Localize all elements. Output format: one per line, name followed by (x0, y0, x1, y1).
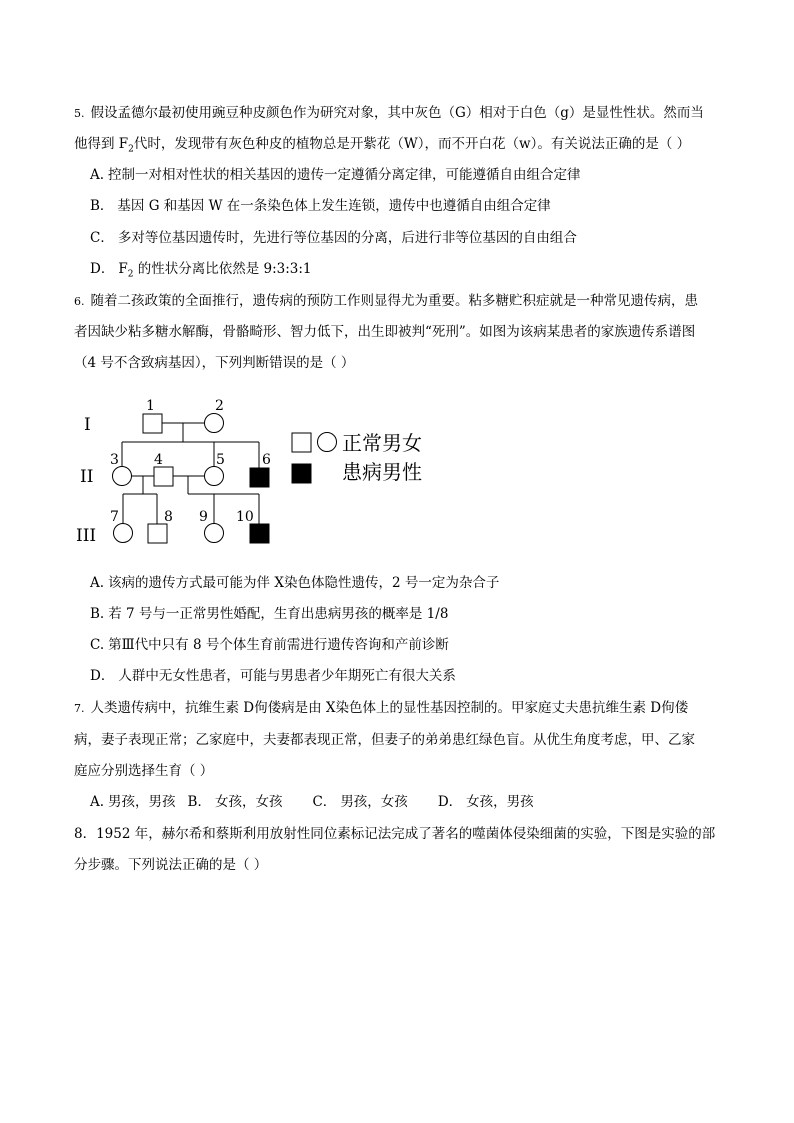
pedigree-chart (70, 390, 450, 560)
q7-option-d-letter: D． (437, 794, 463, 810)
q8-stem-2: 分步骤。下列说法正确的是（ ） (74, 857, 268, 873)
individual-label-5: 5 (216, 452, 225, 468)
generation-label-II: II (80, 467, 94, 487)
q6-option-c-text: 第Ⅲ代中只有 8 号个体生育前需进行遗传咨询和产前诊断 (108, 637, 449, 653)
q7-option-b-text: 女孩，女孩 (214, 794, 283, 810)
q7-line-1 (74, 699, 688, 718)
q5-option-b-letter: B． (90, 198, 114, 214)
q7-option-a-text: 男孩，男孩 (108, 794, 176, 810)
q7-option-b-letter: B． (187, 794, 211, 810)
individual-2-female-normal (205, 414, 224, 433)
q6-option-b-text: 若 7 号与一正常男性婚配，生育出患病男孩的概率是 1/8 (108, 606, 449, 622)
individual-label-7: 7 (110, 509, 119, 525)
q5-option-c[interactable] (90, 229, 577, 247)
q5-stem-2b: 代时，发现带有灰色种皮的植物总是开紫花（W），而不开白花（w）。有关说法正确的是（ ） (133, 136, 691, 152)
q5-line-2 (74, 135, 690, 159)
generation-label-III: III (76, 526, 97, 546)
q5-option-d-text-b: 的性状分离比依然是 9:3:3:1 (133, 261, 312, 277)
q8-line-1 (74, 825, 715, 843)
q6-line-2 (74, 323, 695, 341)
individual-label-8: 8 (164, 509, 173, 525)
q7-number: 7. (74, 702, 85, 715)
q7-stem-2: 病，妻子表现正常；乙家庭中，夫妻都表现正常，但妻子的弟弟患红绿色盲。从优生角度考虑，甲、乙家 (74, 732, 695, 748)
individual-label-1: 1 (146, 398, 155, 414)
legend-male-normal-symbol (292, 433, 311, 452)
q6-option-a[interactable] (90, 574, 499, 592)
q5-stem-2a: 他得到 F (74, 136, 129, 152)
q6-stem-1: 随着二孩政策的全面推行，遗传病的预防工作则显得尤为重要。粘多糖贮积症就是一种常见遗传病，患 (90, 293, 698, 309)
q6-line-1 (74, 292, 698, 311)
q7-line-2 (74, 731, 695, 749)
q5-option-a[interactable] (90, 166, 581, 184)
individual-3-female-normal (113, 467, 132, 486)
q6-option-d-text: 人群中无女性患者，可能与男患者少年期死亡有很大关系 (118, 668, 456, 684)
q7-option-d-text: 女孩，男孩 (466, 794, 534, 810)
q5-option-c-text: 多对等位基因遗传时，先进行等位基因的分离，后进行非等位基因的自由组合 (117, 230, 577, 246)
individual-label-3: 3 (110, 452, 119, 468)
q6-option-b[interactable] (90, 605, 448, 623)
q7-option-a-letter: A. (90, 794, 105, 810)
individual-1-male-normal (143, 414, 162, 433)
q5-option-b[interactable] (90, 197, 551, 215)
individual-8-male-normal (148, 524, 167, 543)
individual-label-9: 9 (199, 509, 208, 525)
q5-option-d-sub: 2 (127, 269, 134, 280)
legend-male-affected-symbol (292, 464, 311, 483)
q7-option-c-text: 男孩，女孩 (340, 794, 408, 810)
individual-label-2: 2 (215, 398, 224, 414)
individual-label-4: 4 (154, 452, 163, 468)
q5-option-d-letter: D． (90, 261, 115, 277)
individual-7-female-normal (114, 524, 133, 543)
q7-stem-1: 人类遗传病中，抗维生素 D佝偻病是由 X染色体上的显性基因控制的。甲家庭丈夫患抗维生素 D佝偻 (90, 700, 689, 716)
q6-option-b-letter: B. (90, 606, 105, 622)
q7-option-c[interactable] (312, 794, 407, 810)
q5-option-a-text: 控制一对相对性状的相关基因的遗传一定遵循分离定律，可能遵循自由组合定律 (108, 167, 581, 183)
q6-option-c-letter: C. (90, 637, 105, 653)
q7-stem-3: 庭应分别选择生育（ ） (74, 763, 214, 779)
q5-option-d-text-a: F (118, 261, 128, 277)
q8-number: 8． (74, 826, 97, 842)
q5-option-c-letter: C． (90, 230, 114, 246)
legend-affected-label: 患病男性 (342, 460, 422, 484)
q5-option-b-text: 基因 G 和基因 W 在一条染色体上发生连锁，遗传中也遵循自由组合定律 (117, 198, 551, 214)
individual-5-female-normal (205, 467, 224, 486)
individual-9-female-normal (205, 524, 224, 543)
individual-label-6: 6 (262, 452, 271, 468)
q8-stem-1: 1952 年，赫尔希和蔡斯利用放射性同位素标记法完成了著名的噬菌体侵染细菌的实验，下图是实验的部 (96, 826, 716, 842)
q7-option-c-letter: C． (312, 794, 337, 810)
q6-line-3 (74, 354, 354, 372)
q7-option-a[interactable] (90, 794, 176, 810)
generation-label-I: I (84, 415, 91, 435)
q6-option-d-letter: D． (90, 668, 115, 684)
individual-4-male-normal (154, 467, 173, 486)
q5-line-1 (74, 104, 704, 123)
q8-line-2 (74, 856, 267, 874)
q7-line-3 (74, 762, 213, 780)
individual-10-male-affected (250, 524, 269, 543)
q6-option-c[interactable] (90, 636, 449, 654)
individual-label-10: 10 (236, 509, 254, 525)
q5-stem-1: 假设孟德尔最初使用豌豆种皮颜色作为研究对象，其中灰色（G）相对于白色（g）是显性性状。然而当 (90, 105, 704, 121)
q7-option-b[interactable] (188, 794, 283, 810)
q5-option-d[interactable] (90, 260, 312, 284)
legend-female-normal-symbol (318, 433, 337, 452)
q5-stem-2-sub: 2 (128, 144, 134, 155)
q6-number: 6. (74, 295, 85, 308)
q6-stem-2: 者因缺少粘多糖水解酶，骨骼畸形、智力低下，出生即被判“死刑”。如图为该病某患者的家族遗传系谱图 (74, 324, 696, 340)
q7-options-row (90, 793, 534, 811)
individual-6-male-affected (250, 468, 269, 487)
q6-stem-3: （4 号不含致病基因），下列判断错误的是（ ） (74, 355, 355, 371)
q5-number: 5. (74, 107, 85, 120)
legend-normal-label: 正常男女 (342, 431, 422, 455)
q6-option-a-letter: A. (90, 575, 105, 591)
q6-option-a-text: 该病的遗传方式最可能为伴 X染色体隐性遗传，2 号一定为杂合子 (108, 575, 500, 591)
q6-option-d[interactable] (90, 667, 456, 685)
q5-option-a-letter: A. (90, 167, 105, 183)
q7-option-d[interactable] (438, 794, 534, 810)
